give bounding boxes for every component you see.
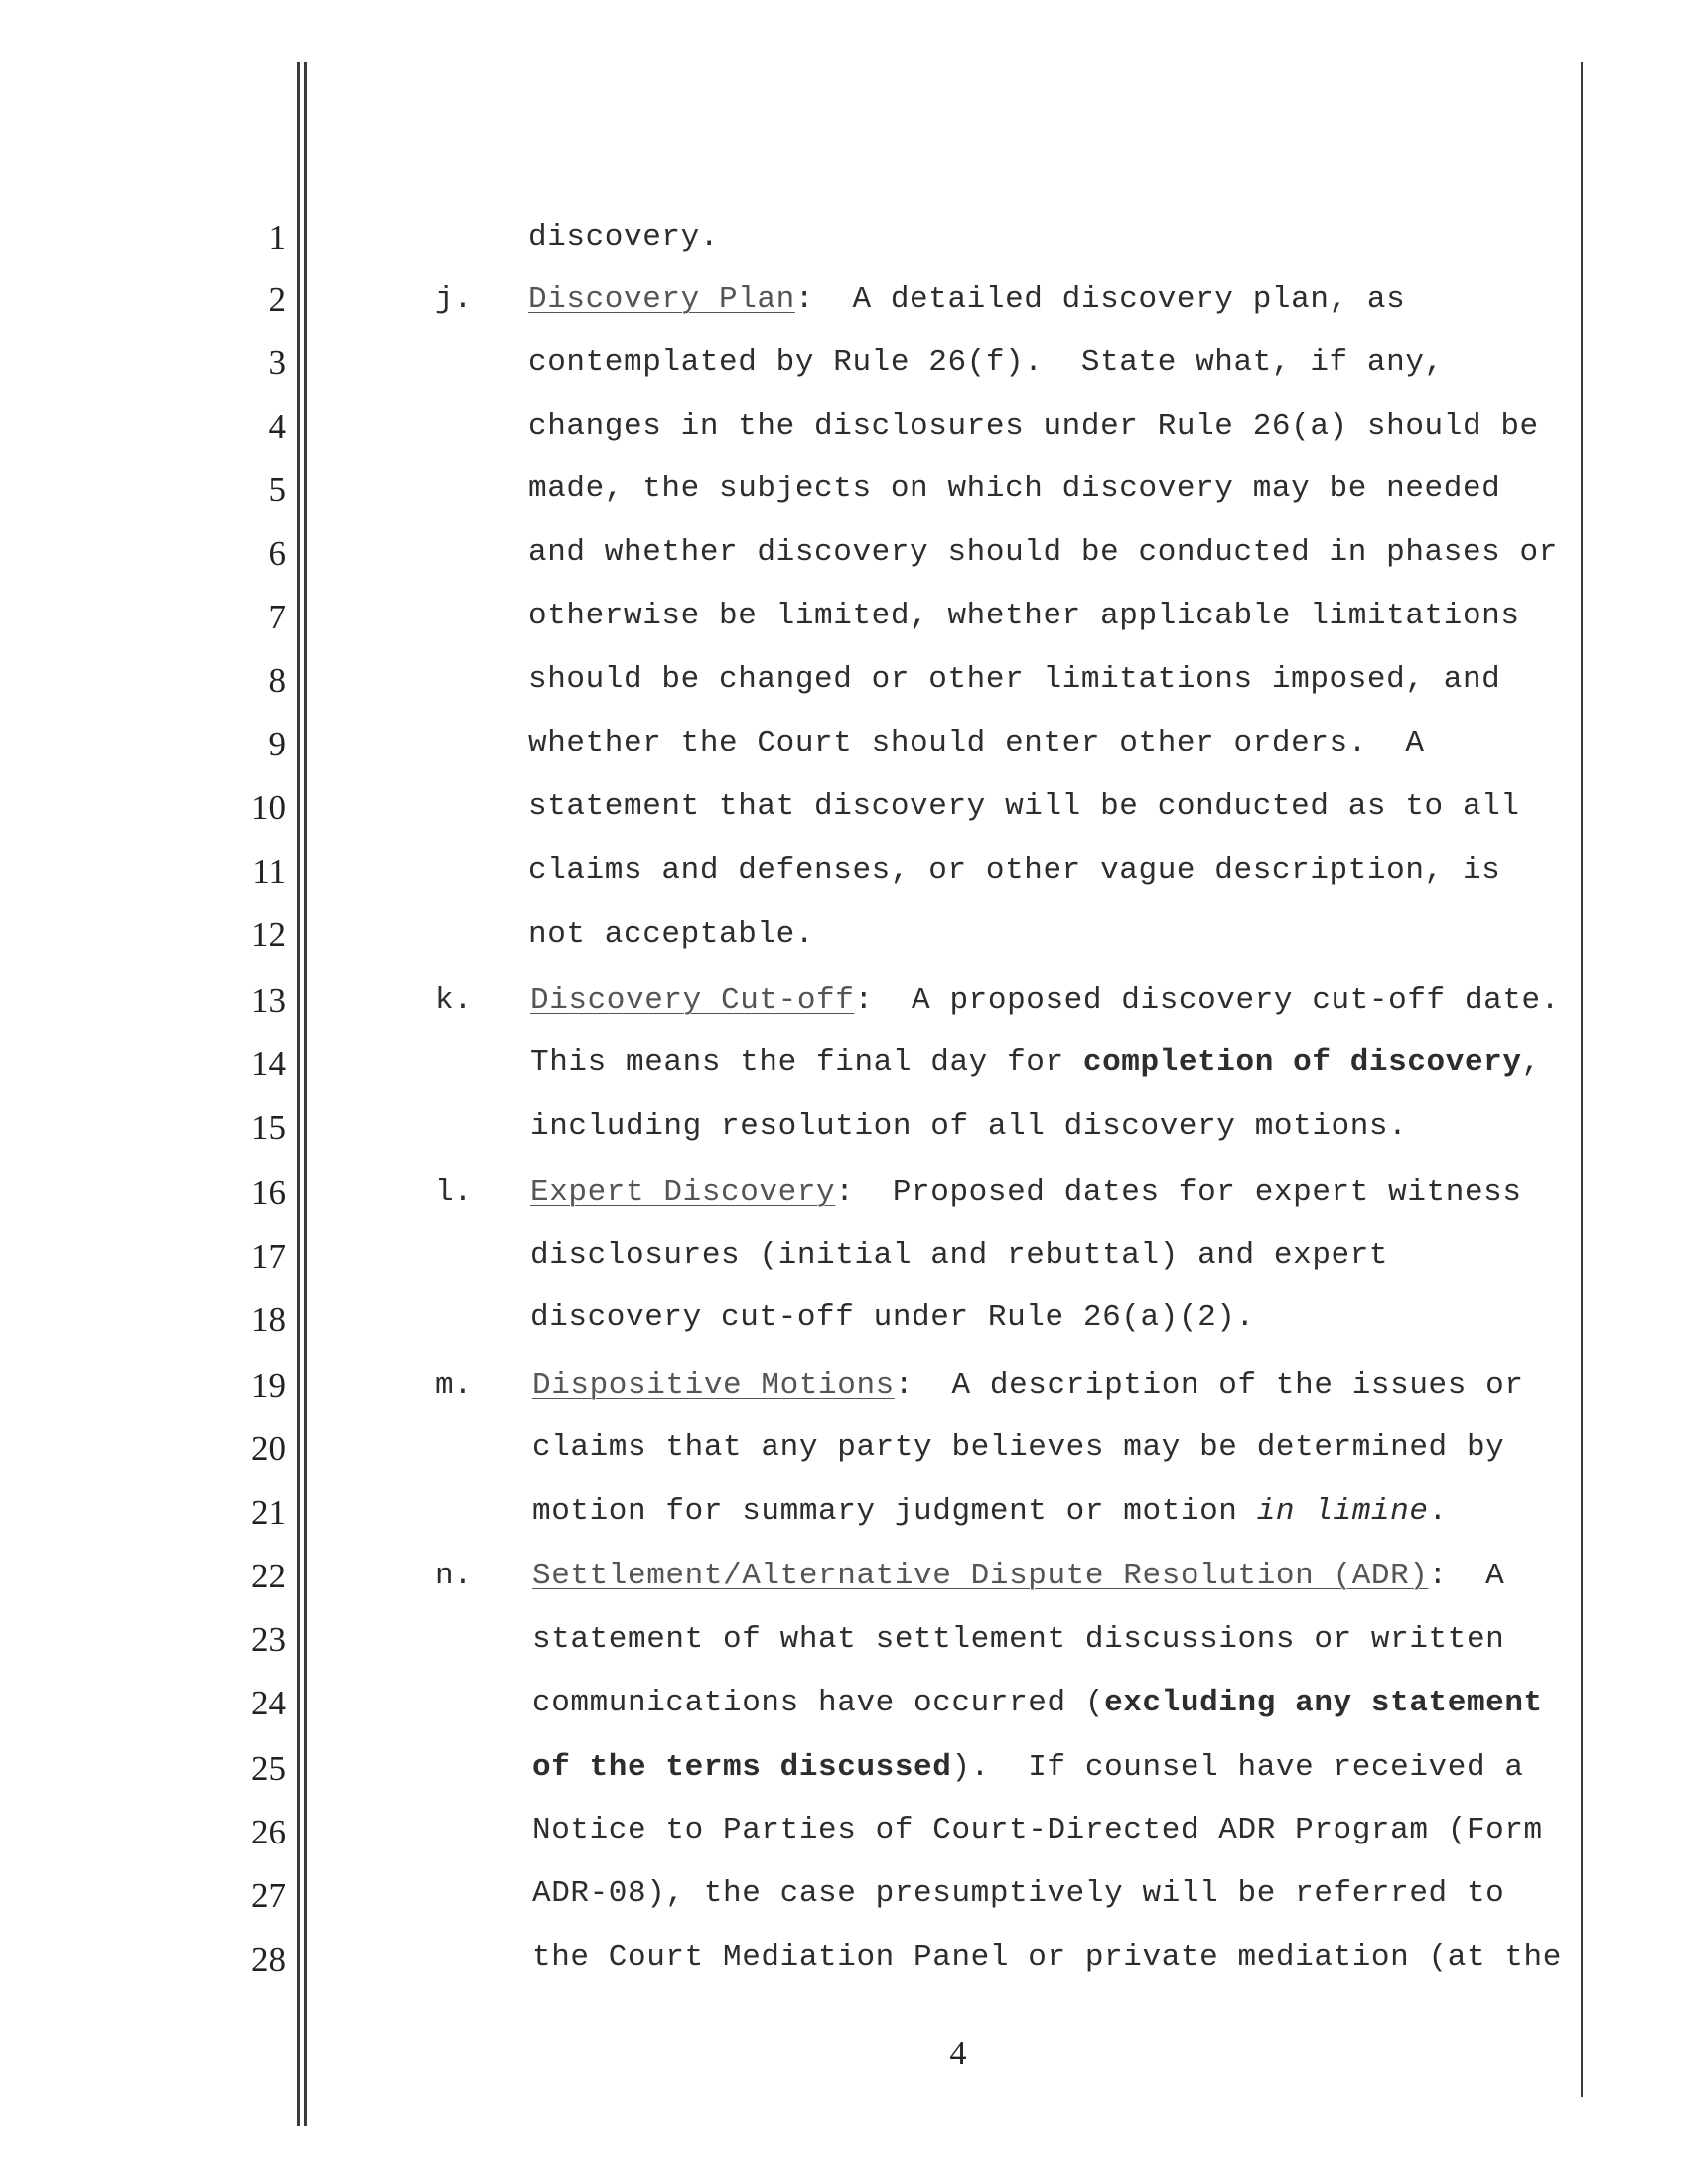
line-number: 11 — [252, 852, 286, 890]
heading-settlement-adr: Settlement/Alternative Dispute Resolution (ADR) — [532, 1559, 1429, 1593]
line-number: 10 — [251, 788, 286, 827]
line-number: 2 — [268, 280, 286, 319]
line-number: 18 — [251, 1300, 286, 1339]
item-label-l: l. — [435, 1175, 473, 1210]
line-number: 20 — [251, 1430, 286, 1468]
line-number: 7 — [268, 598, 286, 636]
left-margin-rule-outer — [297, 62, 300, 2126]
line-number: 21 — [251, 1493, 286, 1532]
text-line-10: statement that discovery will be conducted as to all — [528, 789, 1520, 824]
text-line-17: disclosures (initial and rebuttal) and expert — [530, 1238, 1389, 1273]
text-line-16: Expert Discovery: Proposed dates for expert witness — [530, 1175, 1522, 1210]
text-line-13: Discovery Cut-off: A proposed discovery cut-off date. — [530, 983, 1560, 1018]
text-line-14: This means the final day for completion of discovery, — [530, 1045, 1541, 1080]
item-label-j: j. — [435, 282, 473, 317]
text-line-7: otherwise be limited, whether applicable limitations — [528, 599, 1520, 633]
line-number: 13 — [251, 981, 286, 1020]
text-line-27: ADR-08), the case presumptively will be referred to — [532, 1876, 1505, 1911]
line-number: 28 — [251, 1940, 286, 1979]
heading-discovery-plan: Discovery Plan — [528, 282, 795, 317]
text-line-8: should be changed or other limitations imposed, and — [528, 662, 1501, 697]
text-line-19: Dispositive Motions: A description of the issues or — [532, 1368, 1524, 1403]
page-number: 4 — [949, 2035, 967, 2072]
line-number: 23 — [251, 1620, 286, 1659]
item-label-n: n. — [435, 1559, 473, 1593]
text-line-4: changes in the disclosures under Rule 26(a) should be — [528, 409, 1539, 444]
text-line-2: Discovery Plan: A detailed discovery plan, as — [528, 282, 1406, 317]
line-number: 4 — [268, 407, 286, 446]
text-line-1: discovery. — [528, 220, 720, 255]
line-number: 24 — [251, 1684, 286, 1722]
item-label-k: k. — [435, 983, 473, 1018]
text-line-26: Notice to Parties of Court-Directed ADR Program (Form — [532, 1813, 1543, 1847]
text-line-25: of the terms discussed). If counsel have received a — [532, 1750, 1524, 1785]
line-number: 9 — [268, 725, 286, 763]
text-line-3: contemplated by Rule 26(f). State what, if any, — [528, 345, 1444, 380]
line-number: 3 — [268, 343, 286, 382]
item-label-m: m. — [435, 1368, 473, 1403]
line-number: 27 — [251, 1876, 286, 1915]
text-line-23: statement of what settlement discussions or written — [532, 1622, 1505, 1657]
line-number: 25 — [251, 1749, 286, 1788]
line-number: 12 — [251, 915, 286, 954]
text-line-15: including resolution of all discovery motions. — [530, 1109, 1408, 1144]
text-line-22: Settlement/Alternative Dispute Resolution (ADR): A — [532, 1559, 1505, 1593]
text-line-20: claims that any party believes may be determined by — [532, 1431, 1505, 1465]
text-line-18: discovery cut-off under Rule 26(a)(2). — [530, 1300, 1255, 1335]
right-margin-rule — [1581, 62, 1583, 2097]
text-line-28: the Court Mediation Panel or private mediation (at the — [532, 1940, 1562, 1975]
line-number: 5 — [268, 471, 286, 509]
text-line-11: claims and defenses, or other vague description, is — [528, 853, 1501, 887]
heading-dispositive-motions: Dispositive Motions — [532, 1368, 895, 1403]
line-number: 26 — [251, 1813, 286, 1851]
line-number: 16 — [251, 1173, 286, 1212]
text-line-12: not acceptable. — [528, 917, 815, 952]
heading-expert-discovery: Expert Discovery — [530, 1175, 836, 1210]
text-line-21: motion for summary judgment or motion in limine. — [532, 1494, 1448, 1529]
line-number: 19 — [251, 1366, 286, 1405]
line-number: 8 — [268, 661, 286, 700]
line-number: 22 — [251, 1557, 286, 1595]
line-number: 6 — [268, 534, 286, 573]
line-number: 14 — [251, 1044, 286, 1083]
left-margin-rule-inner — [304, 62, 307, 2126]
text-line-24: communications have occurred (excluding any statement — [532, 1686, 1543, 1720]
line-number: 17 — [251, 1237, 286, 1276]
heading-discovery-cutoff: Discovery Cut-off — [530, 983, 855, 1018]
text-line-6: and whether discovery should be conducted in phases or — [528, 535, 1558, 570]
text-line-9: whether the Court should enter other orders. A — [528, 726, 1425, 760]
text-line-5: made, the subjects on which discovery may be needed — [528, 472, 1501, 506]
line-number: 1 — [268, 218, 286, 257]
line-number: 15 — [251, 1108, 286, 1147]
